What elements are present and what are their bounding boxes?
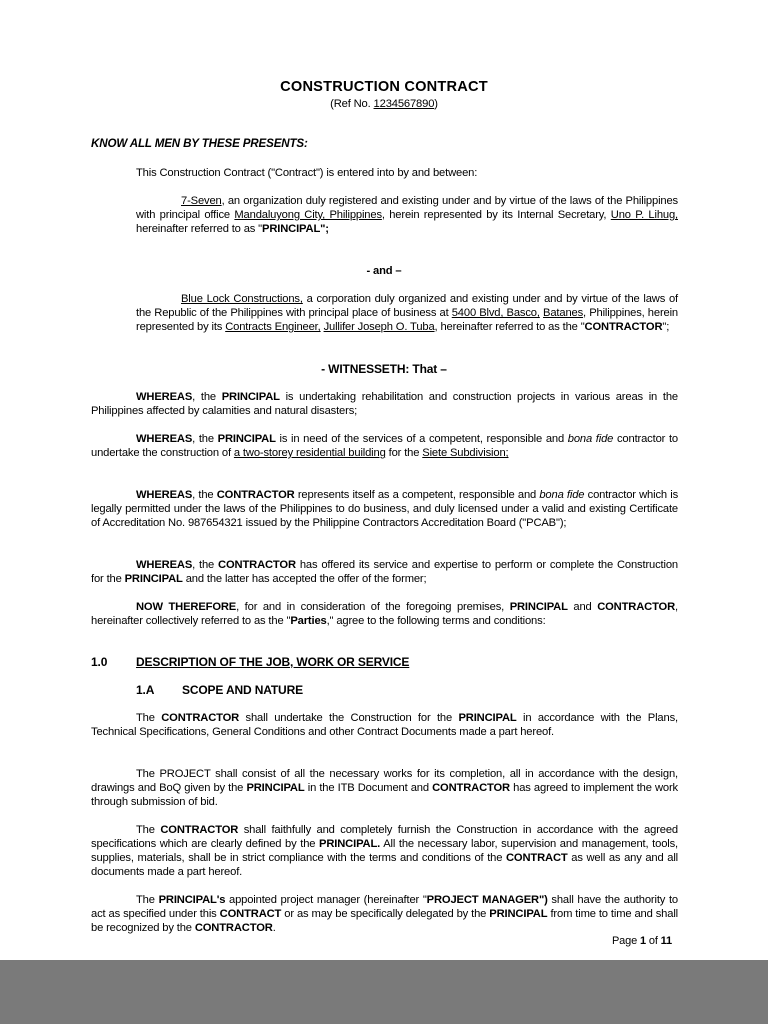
reference-number: (Ref No. 1234567890) [330, 98, 438, 110]
witnesseth-heading: - WITNESSETH: That – [321, 362, 447, 376]
document-title: CONSTRUCTION CONTRACT [280, 79, 488, 95]
scope-paragraph-3: The CONTRACTOR shall faithfully and completely furnish the Construction in accordance with the agreed specifications which are clearly defined by the PRINCIPAL. All the necessary labor, supervision and management, tools, supplies, materials, shall be in strict compliance with the terms and conditions of the CONTRACT as well as any and all documents made a part hereof. [91, 824, 679, 878]
whereas-paragraph-3: WHEREAS, the CONTRACTOR represents itself as a competent, responsible and bona fide contractor which is legally permitted under the laws of the Philippines to do business, and duly licensed under a valid and existing Certificate of Accreditation No. 987654321 issued by the Philippine Contractors Accreditation Board ("PCAB"); [91, 489, 679, 529]
contractor-party-paragraph: Blue Lock Constructions, a corporation duly organized and existing under and by virtue of the laws of the Republic of the Philippines with principal place of business at 5400 Blvd, Basco, Batanes, Philippines, herein represented by its Contracts Engineer, Jullifer Joseph O. Tuba, hereinafter referred to as the "CONTRACTOR"; [136, 293, 678, 333]
know-all-heading: KNOW ALL MEN BY THESE PRESENTS: [91, 137, 308, 150]
and-separator: - and – [366, 265, 402, 277]
viewer-background [0, 960, 768, 1024]
whereas-paragraph-4: WHEREAS, the CONTRACTOR has offered its service and expertise to perform or complete the Construction for the PRINCIPAL and the latter has accepted the offer of the former; [91, 559, 678, 585]
section-1-heading: 1.0 DESCRIPTION OF THE JOB, WORK OR SERVICE [91, 655, 410, 669]
whereas-paragraph-1: WHEREAS, the PRINCIPAL is undertaking rehabilitation and construction projects in various areas in the Philippines affected by calamities and natural disasters; [91, 391, 678, 417]
whereas-paragraph-2: WHEREAS, the PRINCIPAL is in need of the services of a competent, responsible and bona fide contractor to undertake the construction of a two-storey residential building for the Siete Subdivision; [91, 433, 678, 459]
page-number: Page 1 of 11 [612, 935, 672, 947]
scope-paragraph-2: The PROJECT shall consist of all the necessary works for its completion, all in accordance with the design, drawings and BoQ given by the PRINCIPAL in the ITB Document and CONTRACTOR has agreed to implement the work through submission of bid. [91, 768, 679, 808]
scope-paragraph-1: The CONTRACTOR shall undertake the Construction for the PRINCIPAL in accordance with the Plans, Technical Specifications, General Conditions and other Contract Documents made a part hereof. [91, 712, 678, 738]
now-therefore-paragraph: NOW THEREFORE, for and in consideration of the foregoing premises, PRINCIPAL and CONTRACTOR, hereinafter collectively referred to as the "Parties," agree to the following terms and conditions: [91, 601, 679, 627]
principal-party-paragraph: 7-Seven, an organization duly registered and existing under and by virtue of the laws of the Philippines with principal office Mandaluyong City, Philippines, herein represented by its Internal Secretary, Uno P. Lihug, hereinafter referred to as "PRINCIPAL"; [136, 195, 678, 235]
section-1a-heading: 1.A SCOPE AND NATURE [136, 683, 303, 697]
scope-paragraph-4: The PRINCIPAL's appointed project manager (hereinafter "PROJECT MANAGER") shall have the authority to act as specified under this CONTRACT or as may be specifically delegated by the PRINCIPAL from time to time and shall be recognized by the CONTRACTOR. [91, 894, 678, 934]
intro-paragraph: This Construction Contract ("Contract") is entered into by and between: [136, 167, 478, 179]
